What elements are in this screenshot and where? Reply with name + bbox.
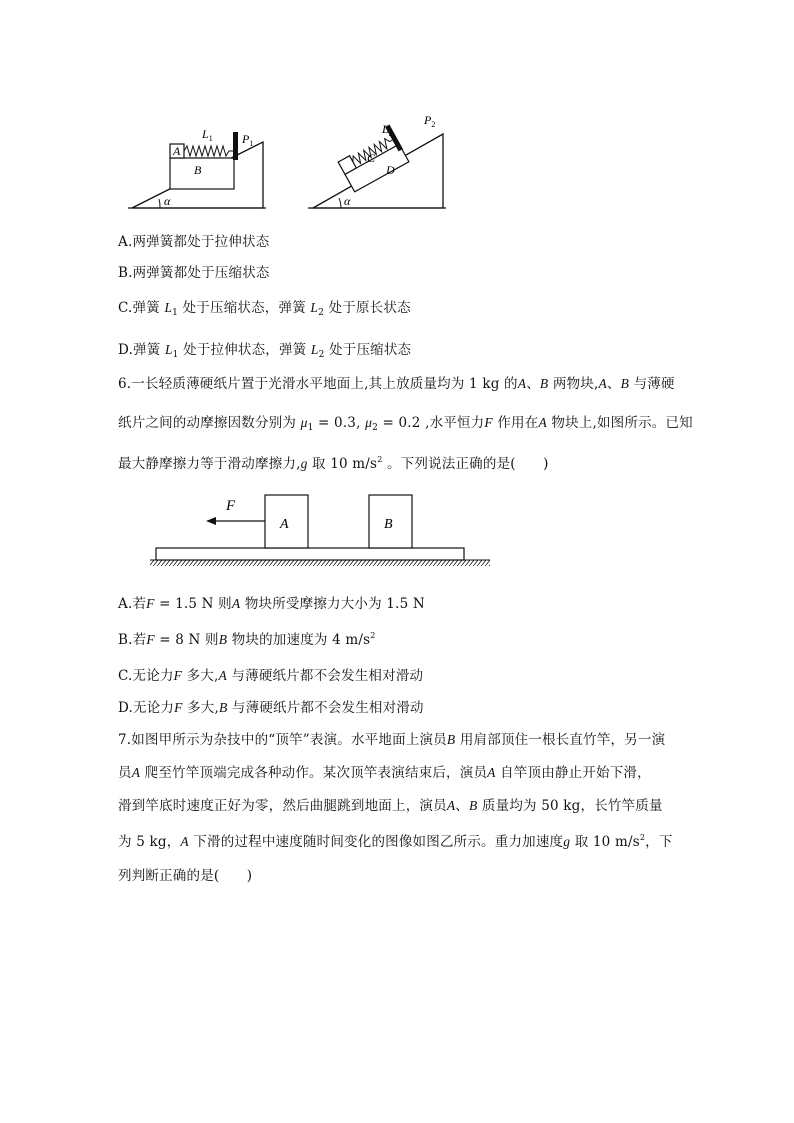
block-c-label: C — [367, 151, 376, 165]
q5-option-d: D.弹簧 $L_1$ 处于拉伸状态，弹簧 $L_2$ 处于压缩状态 — [118, 342, 412, 360]
spring-l1-label: $L_1$ — [202, 127, 213, 143]
left-angle-label: α — [164, 194, 171, 208]
q5-option-b: B.两弹簧都处于压缩状态 — [118, 265, 270, 281]
q6-stem-line1: 6.一长轻质薄硬纸片置于光滑水平地面上,其上放质量均为 1 kg 的A、B 两物块,A、B 与薄硬 — [118, 376, 675, 392]
q7-stem-line1: 7.如图甲所示为杂技中的“顶竿”表演。水平地面上演员B 用肩部顶住一根长直竹竿，另一演 — [118, 732, 666, 748]
board-blocks-figure — [150, 490, 495, 576]
left-incline — [128, 127, 266, 208]
spring-l2-label: $L_2$ — [382, 122, 393, 138]
force-label: F — [226, 498, 236, 514]
block-b-label: B — [194, 163, 202, 177]
q6-stem-line2: 纸片之间的动摩擦因数分别为 $\mu_1 = 0.3$, $\mu_2 = 0.2$ ,水平恒力F 作用在A 物块上,如图所示。已知 — [118, 415, 693, 433]
q6-option-b: B.若F = 8 N 则B 物块的加速度为 4 $m/s^2$ — [118, 631, 376, 648]
q7-stem-line5: 列判断正确的是( ) — [118, 868, 253, 884]
block-d-label: D — [386, 163, 395, 177]
q5-option-c: C.弹簧 $L_1$ 处于压缩状态，弹簧 $L_2$ 处于原长状态 — [118, 300, 411, 318]
q6-option-c: C.无论力F 多大,A 与薄硬纸片都不会发生相对滑动 — [118, 668, 424, 684]
block-b-label: B — [384, 517, 393, 532]
q7-stem-line4: 为 5 kg，A 下滑的过程中速度随时间变化的图像如图乙所示。重力加速度g 取 10 $m/s^2$，下 — [118, 833, 673, 850]
q7-stem-line2: 员A 爬至竹竿顶端完成各种动作。某次顶竿表演结束后，演员A 自竿顶由静止开始下滑， — [118, 765, 651, 781]
right-angle-label: α — [344, 194, 351, 208]
q5-option-a: A.两弹簧都处于拉伸状态 — [118, 234, 270, 250]
plate-p1-label: $P_1$ — [242, 132, 254, 148]
paper-board — [156, 548, 464, 560]
q6-option-d: D.无论力F 多大,B 与薄硬纸片都不会发生相对滑动 — [118, 700, 424, 716]
block-a-label: A — [173, 144, 181, 158]
right-incline — [308, 113, 446, 208]
q6-stem-line3: 最大静摩擦力等于滑动摩擦力,g 取 10 $m/s^2$ 。下列说法正确的是( ) — [118, 455, 549, 472]
q7-stem-line3: 滑到竿底时速度正好为零，然后曲腿跳到地面上，演员A、B 质量均为 50 kg，长竹竿质量 — [118, 798, 663, 814]
block-a-label: A — [280, 517, 289, 532]
incline-spring-figure — [120, 108, 460, 214]
ground-hatch — [150, 560, 490, 566]
plate-p2-label: $P_2$ — [424, 113, 436, 129]
q6-option-a: A.若F = 1.5 N 则A 物块所受摩擦力大小为 1.5 N — [118, 596, 425, 612]
